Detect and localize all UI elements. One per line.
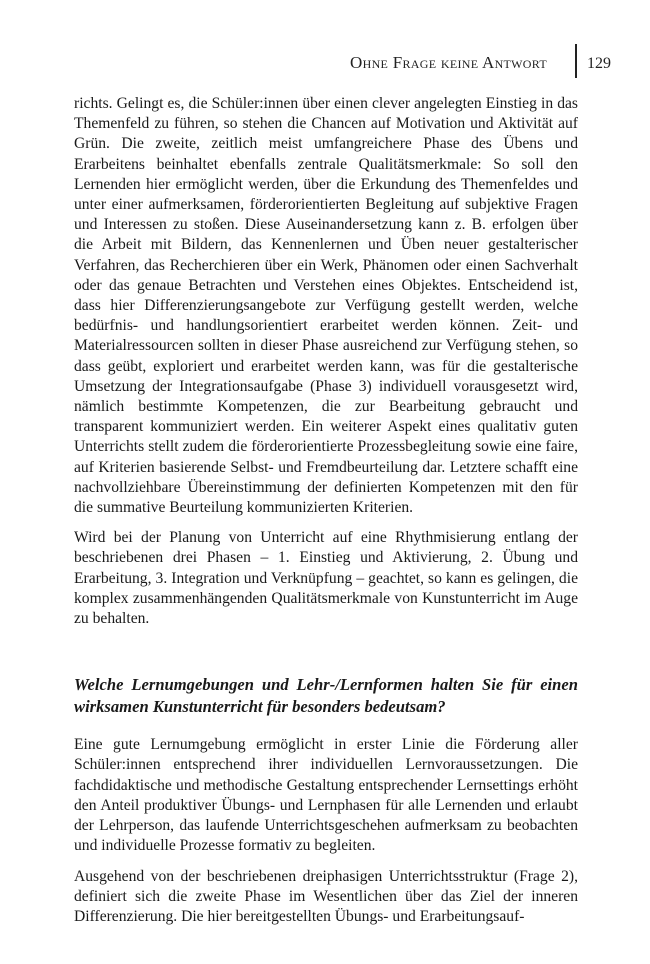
page-header [0, 44, 650, 78]
paragraph-4: Ausgehend von der beschriebenen dreiphasigen Unterrichtsstruktur (Frage 2), definiert sich die zweite Phase im Wesentlichen über das Ziel der inneren Differenzierung. Die hier bereitgestellten Übungs- und Erarbeitungsauf- [74, 867, 578, 925]
paragraph-1: richts. Gelingt es, die Schüler:innen über einen clever angelegten Einstieg in das Themenfeld zu führen, so stehen die Chancen auf Motivation und Aktivität auf Grün. Die zweite, zeitlich meist umfangreichere Phase des Übens und Erarbeitens beinhaltet ebenfalls zentrale Qualitätsmerkmale: So soll den Lernenden hier ermöglicht werden, über die Erkundung des Themenfeldes und unter einer aufmerksamen, förderorientierten Begleitung auf subjektive Fragen und Interessen zu stoßen. Diese Auseinandersetzung kann z. B. erfolgen über die Arbeit mit Bildern, das Kennenlernen und Üben neuer gestalterischer Verfahren, das Recherchieren über ein Werk, Phänomen oder einen Sachverhalt oder das genaue Betrachten und Verstehen eines Objektes. Entscheidend ist, dass hier Differenzierungsangebote zur Verfügung gestellt werden, welche bedürfnis- und handlungsorientiert erarbeitet werden können. Zeit- und Materialressourcen sollten in dieser Phase ausreichend zur Verfügung stehen, so dass geübt, exploriert und erarbeitet werden kann, was für die gestalterische Umsetzung der Integrationsaufgabe (Phase 3) individuell vorausgesetzt wird, nämlich bestimmte Kompetenzen, die zur Bearbeitung gebraucht und transparent kommuniziert werden. Ein weiterer Aspekt eines qualitativ guten Unterrichts stellt zudem die förderorientierte Prozessbegleitung sowie eine faire, auf Kriterien basierende Selbst- und Fremdbeurteilung dar. Letztere schafft eine nachvollziehbare Übereinstimmung der definierten Kompetenzen mit den für die summative Beurteilung kommunizierten Kriterien. [74, 95, 578, 517]
question-heading: Welche Lernumgebungen und Lehr-/Lernformen halten Sie für einen wirksamen Kunstunterricht für besonders bedeutsam? [74, 675, 578, 717]
header-divider [575, 44, 577, 78]
running-head: Ohne Frage keine Antwort [350, 53, 547, 72]
paragraph-2: Wird bei der Planung von Unterricht auf eine Rhythmisierung entlang der beschriebenen drei Phasen – 1. Einstieg und Aktivierung, 2. Übung und Erarbeitung, 3. Integration und Verknüpfung – geachtet, so kann es gelingen, die komplex zusammenhängenden Qualitätsmerkmale von Kunstunterricht im Auge zu behalten. [74, 529, 578, 628]
page-body [74, 94, 578, 927]
page-number: 129 [587, 55, 611, 72]
paragraph-3: Eine gute Lernumgebung ermöglicht in erster Linie die Förderung aller Schüler:innen entsprechend ihrer individuellen Lernvoraussetzungen. Die fachdidaktische und methodische Gestaltung entsprechender Lernsettings erhöht den Anteil produktiver Übungs- und Lernphasen für alle Lernenden und erlaubt der Lehrperson, das laufende Unterrichtsgeschehen aufmerksam zu beobachten und individuelle Prozesse formativ zu begleiten. [74, 736, 578, 855]
